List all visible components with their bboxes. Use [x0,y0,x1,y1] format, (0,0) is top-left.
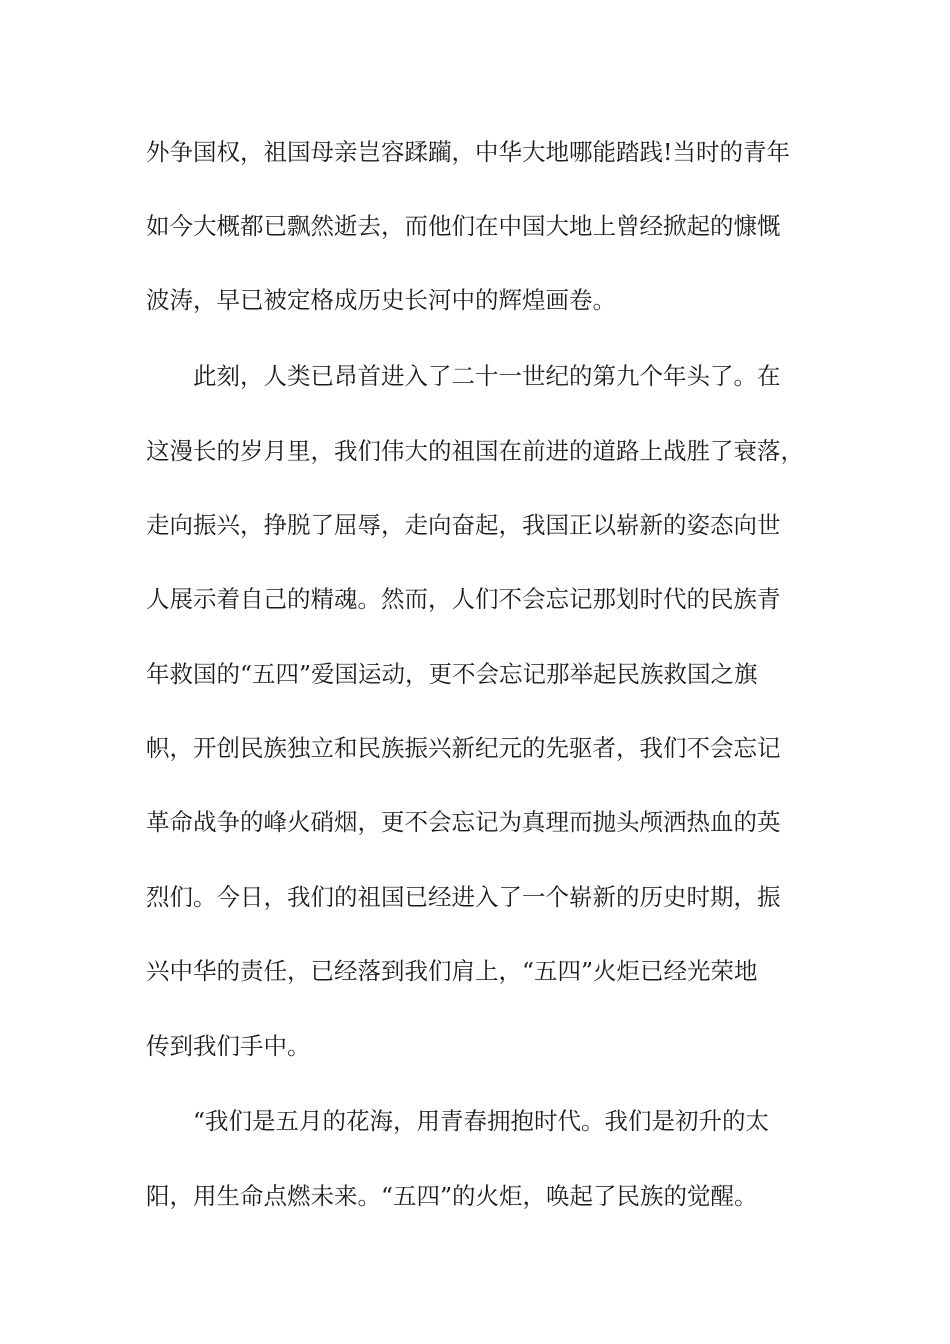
paragraph-first-line: 此刻，人类已昂首进入了二十一世纪的第九个年头了。在 [193,362,781,390]
text-line: 烈们。今日，我们的祖国已经进入了一个崭新的历史时期，振 [146,883,781,911]
text-line: 人展示着自己的精魂。然而，人们不会忘记那划时代的民族青 [146,585,781,613]
text-line: 走向振兴，挣脱了屈辱，走向奋起，我国正以崭新的姿态向世 [146,511,781,539]
text-line: 革命战争的峰火硝烟，更不会忘记为真理而抛头颅洒热血的英 [146,808,781,836]
text-line: 外争国权，祖国母亲岂容蹂躏，中华大地哪能踏践!当时的青年 [146,138,790,166]
text-line: 帜，开创民族独立和民族振兴新纪元的先驱者，我们不会忘记 [146,734,781,762]
text-line: 波涛，早已被定格成历史长河中的辉煌画卷。 [146,286,616,314]
text-line: 传到我们手中。 [146,1032,311,1060]
paragraph-first-line: “我们是五月的花海，用青春拥抱时代。我们是初升的太 [193,1107,770,1135]
text-line: 兴中华的责任，已经落到我们肩上，“五四”火炬已经光荣地 [146,957,758,985]
text-line: 年救国的“五四”爱国运动，更不会忘记那举起民族救国之旗 [146,660,758,688]
text-line: 这漫长的岁月里，我们伟大的祖国在前进的道路上战胜了衰落， [146,437,804,465]
text-line: 阳，用生命点燃未来。“五四”的火炬，唤起了民族的觉醒。 [146,1182,758,1210]
text-line: 如今大概都已飘然逝去，而他们在中国大地上曾经掀起的慷慨 [146,212,781,240]
